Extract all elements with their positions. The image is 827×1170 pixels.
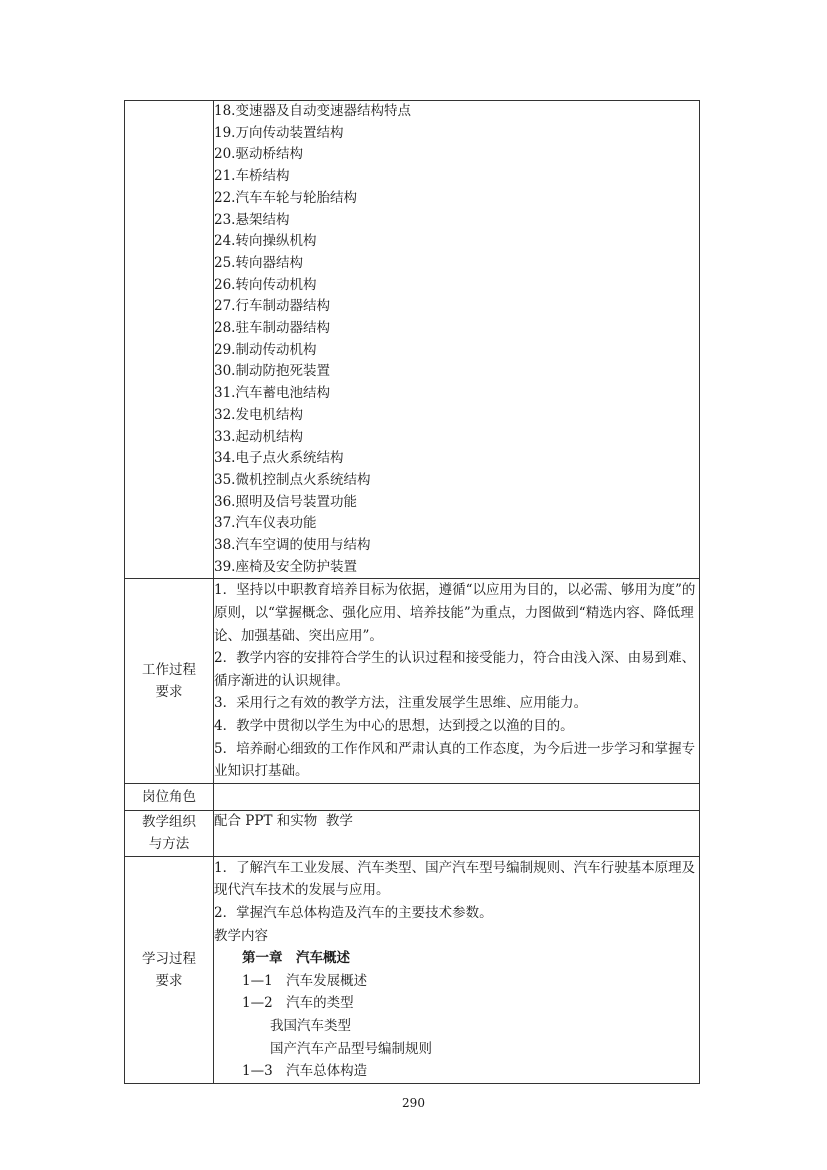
structure-item: 24.转向操纵机构 [214,233,317,250]
structure-item: 31.汽车蓄电池结构 [214,385,330,402]
learning-process-label-line1: 学习过程 [142,950,196,967]
section-title: 1—1 汽车发展概述 [242,972,368,989]
learning-process-label [125,856,214,1083]
learning-process-content [214,856,700,1083]
work-process-item: 4．教学中贯彻以学生为中心的思想，达到授之以渔的目的。 [214,718,574,735]
structure-item: 38.汽车空调的使用与结构 [214,537,371,554]
structure-item: 23.悬架结构 [214,211,290,228]
subsection-title: 国产汽车产品型号编制规则 [270,1040,432,1057]
structure-items-cell [214,101,700,579]
structure-item: 19.万向传动装置结构 [214,124,344,141]
structure-item: 39.座椅及安全防护装置 [214,558,357,575]
structure-item: 27.行车制动器结构 [214,298,330,315]
structure-items-list [214,101,699,578]
structure-item: 21.车桥结构 [214,168,290,185]
job-role-value [214,783,700,810]
work-process-item: 2．教学内容的安排符合学生的认识过程和接受能力，符合由浅入深、由易到难、循序渐进的认识规律。 [214,650,696,689]
structure-item: 33.起动机结构 [214,428,303,445]
structure-item: 29.制动传动机构 [214,341,317,358]
content-heading: 教学内容 [214,927,268,944]
structure-item: 37.汽车仪表功能 [214,515,317,532]
page-number: 290 [402,1096,425,1110]
structure-item: 28.驻车制动器结构 [214,320,330,337]
course-table [124,100,700,1084]
structure-item: 34.电子点火系统结构 [214,450,344,467]
teaching-org-label [125,810,214,856]
work-process-label-line1: 工作过程 [142,662,196,679]
learning-process-label-line2: 要求 [155,972,183,989]
teaching-org-label-line1: 教学组织 [142,814,196,831]
empty-label-cell [125,101,214,579]
row-teaching-org [125,810,700,856]
work-process-item: 3．采用行之有效的教学方法，注重发展学生思维、应用能力。 [214,695,588,712]
structure-item: 20.驱动桥结构 [214,146,303,163]
row-job-role [125,783,700,810]
structure-item: 32.发电机结构 [214,406,303,423]
section-title: 1—3 汽车总体构造 [242,1063,368,1080]
row-learning-process [125,856,700,1083]
work-process-label-line2: 要求 [155,684,183,701]
structure-item: 25.转向器结构 [214,254,303,271]
structure-item: 26.转向传动机构 [214,276,317,293]
structure-item: 36.照明及信号装置功能 [214,493,357,510]
structure-item: 18.变速器及自动变速器结构特点 [214,103,411,119]
structure-item: 35.微机控制点火系统结构 [214,471,371,488]
row-work-process [125,579,700,783]
structure-item: 22.汽车车轮与轮胎结构 [214,189,357,206]
learning-goal-item: 1．了解汽车工业发展、汽车类型、国产汽车型号编制规则、汽车行驶基本原理及现代汽车技术的发展与应用。 [214,859,696,899]
subsection-title: 我国汽车类型 [270,1017,351,1034]
job-role-label: 岗位角色 [125,783,214,810]
work-process-content [214,579,700,783]
work-process-label [125,579,214,783]
work-process-item: 5．培养耐心细致的工作作风和严肃认真的工作态度，为今后进一步学习和掌握专业知识打基础。 [214,740,696,780]
structure-item: 30.制动防抱死装置 [214,363,330,380]
chapter-title: 第一章 汽车概述 [242,950,350,967]
teaching-org-label-line2: 与方法 [148,836,190,853]
learning-goal-item: 2．掌握汽车总体构造及汽车的主要技术参数。 [214,905,493,921]
teaching-org-value-cell [214,810,700,856]
row-structure-items [125,101,700,579]
teaching-org-value: 配合 PPT 和实物 教学 [214,812,353,829]
work-process-item: 1．坚持以中职教育培养目标为依据，遵循“以应用为目的，以必需、够用为度”的原则，以“掌握概念、强化应用、培养技能”为重点，力图做到“精选内容、降低理论、加强基础、突出应用”。 [214,582,696,644]
section-title: 1—2 汽车的类型 [242,995,354,1012]
